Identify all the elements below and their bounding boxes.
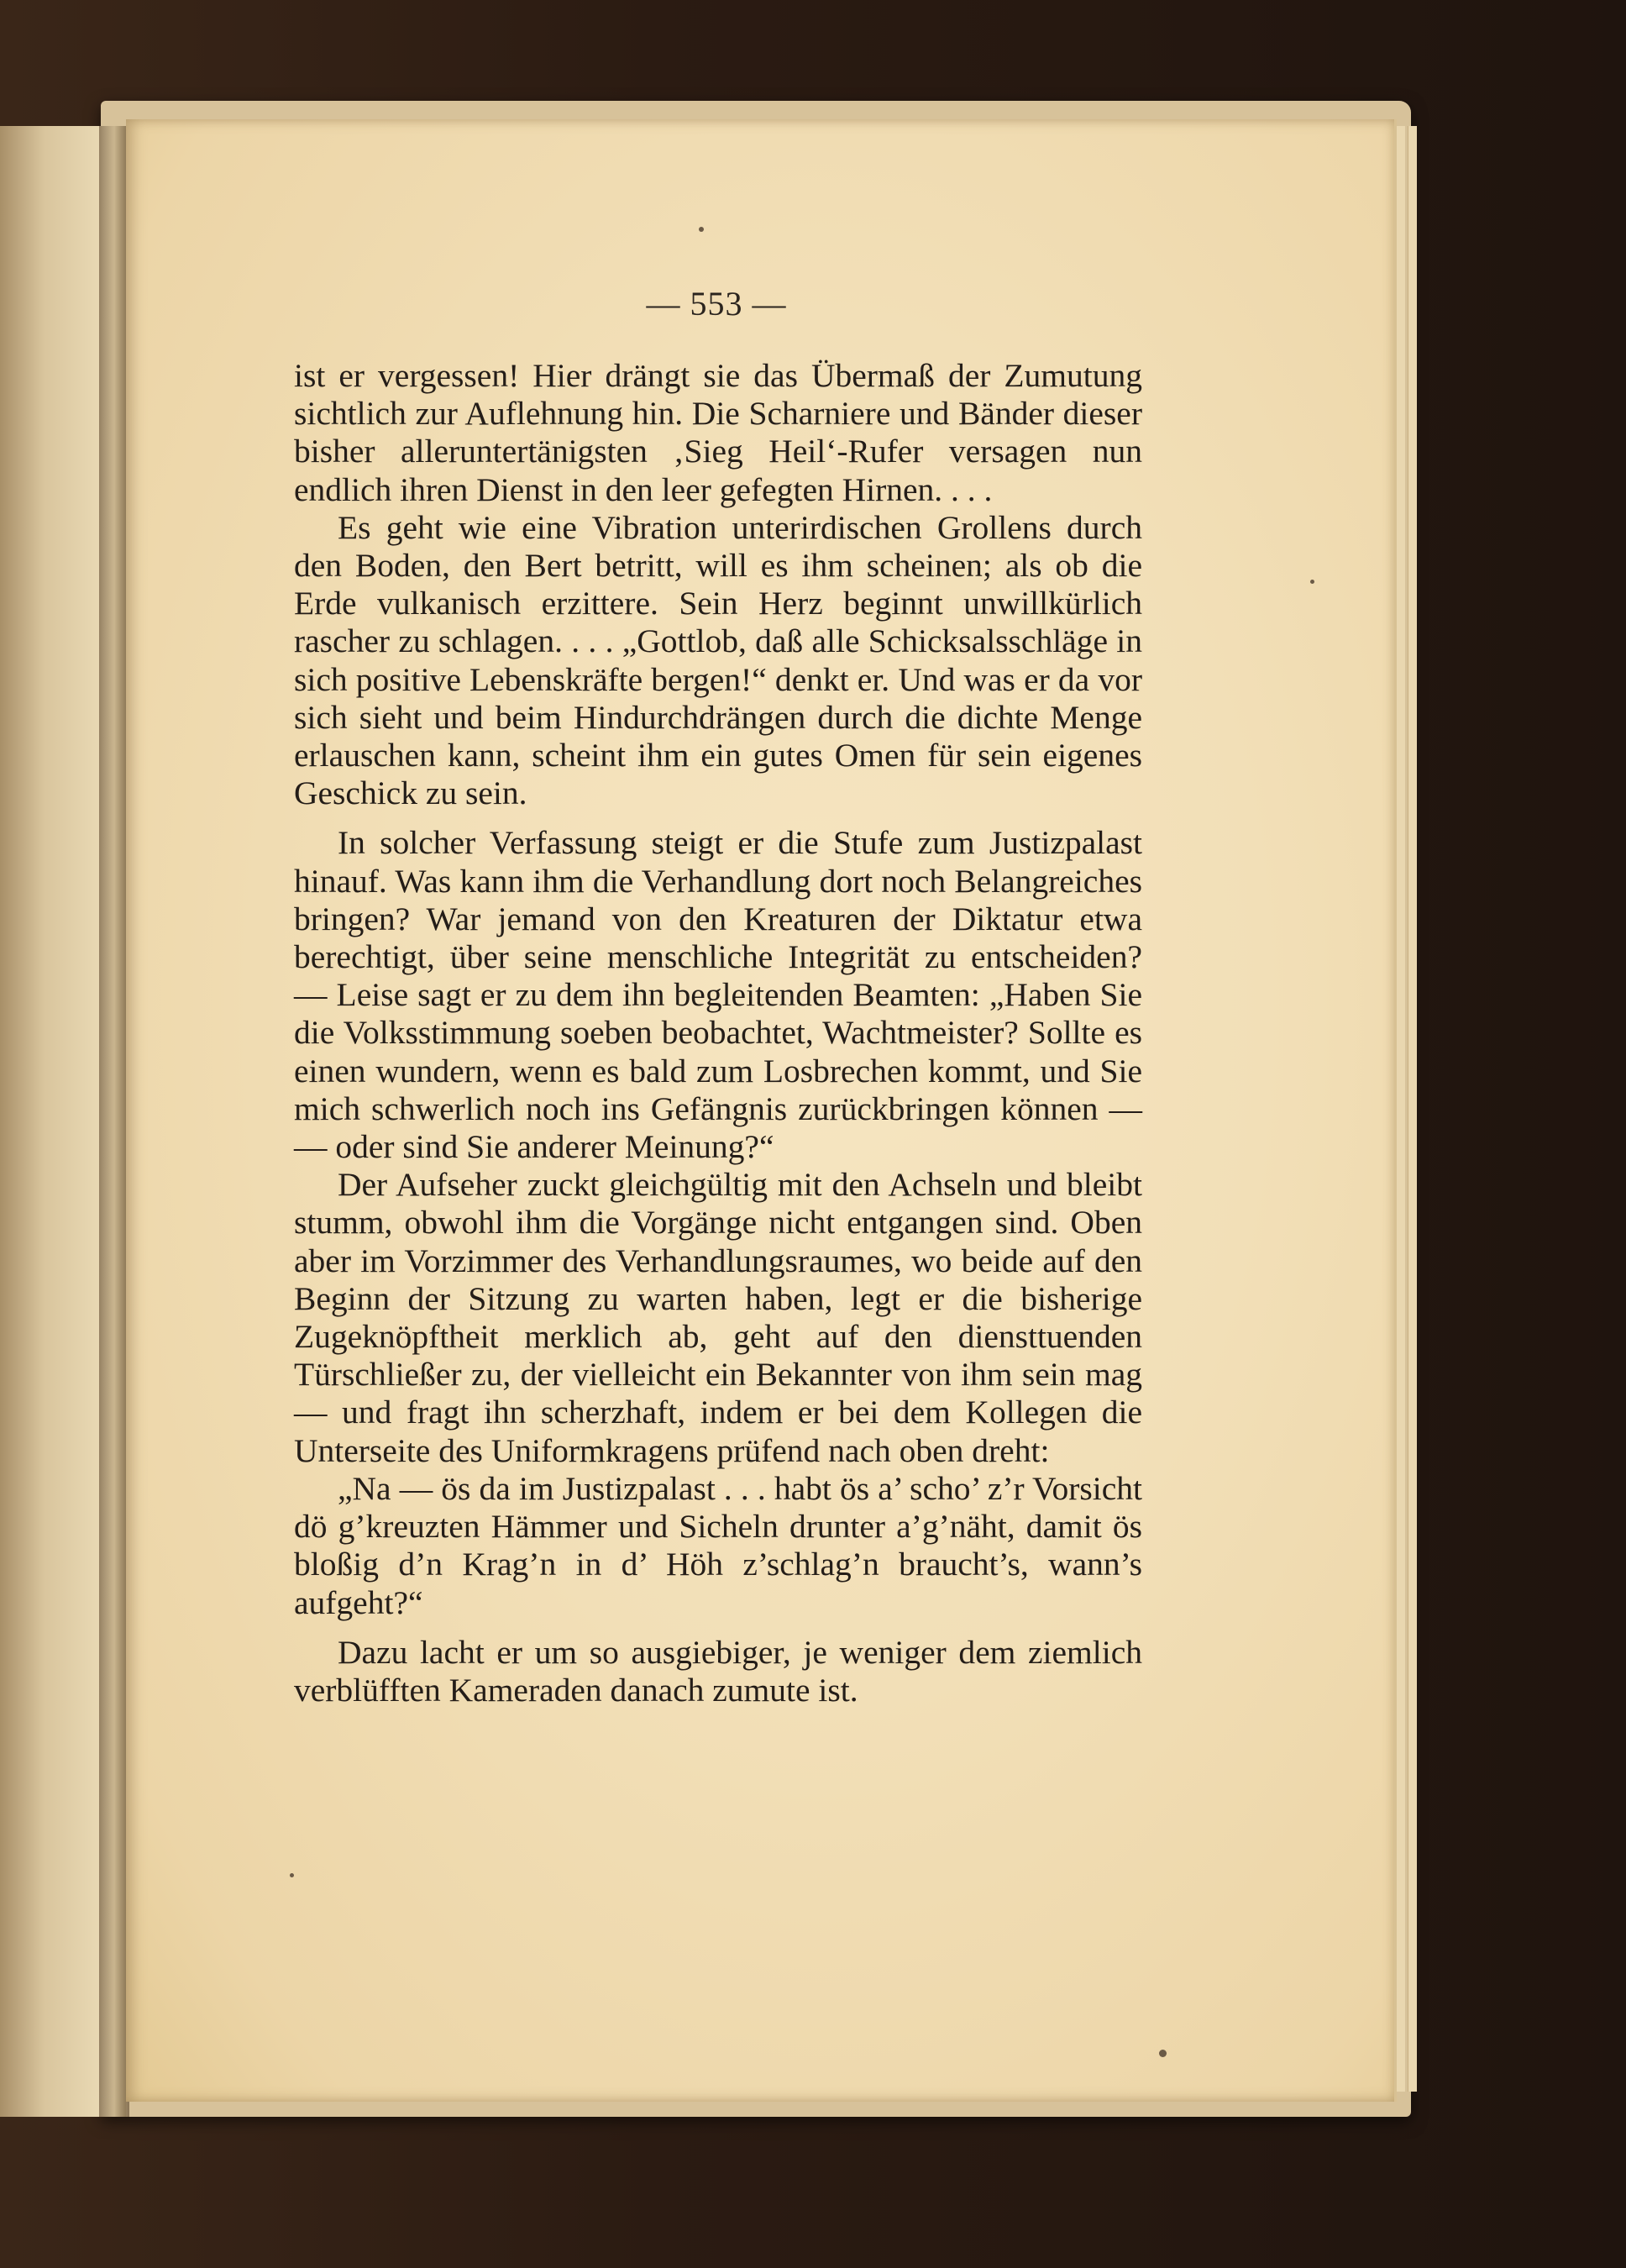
page-edge-strip (1408, 126, 1417, 2092)
paragraph: Es geht wie eine Vibration unterirdischen Grollens durch den Boden, den Bert betritt, will es ihm scheinen; als ob die Erde vulkanisch erzittere. Sein Herz beginnt unwillkürlich rascher zu schlagen. . . . „Gottlob, daß alle Schicksalsschläge in sich positive Lebenskräfte bergen!“ denkt er. Und was er da vor sich sieht und beim Hindurchdrängen durch die dichte Menge erlauschen kann, scheint ihm ein gutes Omen für sein eigenes Geschick zu sein. (294, 508, 1142, 812)
body-text (294, 357, 1142, 1709)
page-number: — 553 — (646, 285, 787, 323)
paragraph: In solcher Verfassung steigt er die Stufe zum Justizpalast hinauf. Was kann ihm die Verhandlung dort noch Belangreiches bringen? War jemand von den Kreaturen der Diktatur etwa berechtigt, über seine menschliche Integrität zu entscheiden? — Leise sagt er zu dem ihn begleitenden Beamten: „Haben Sie die Volksstimmung soeben beobachtet, Wachtmeister? Sollte es einen wundern, wenn es bald zum Losbrechen kommt, und Sie mich schwerlich noch ins Gefängnis zurückbringen können — — oder sind Sie anderer Meinung?“ (294, 824, 1142, 1166)
paper-speck (1159, 2050, 1167, 2057)
paper-speck (699, 227, 704, 232)
paragraph: Dazu lacht er um so ausgiebiger, je weniger dem ziemlich verblüfften Kameraden danach zumute ist. (294, 1633, 1142, 1709)
paragraph: ist er vergessen! Hier drängt sie das Übermaß der Zumutung sichtlich zur Auflehnung hin. Die Scharniere und Bänder dieser bisher alleruntertänigsten ‚Sieg Heil‘-Rufer versagen nun endlich ihren Dienst in den leer gefegten Hirnen. . . . (294, 357, 1142, 508)
page-edge-strip (1396, 126, 1405, 2092)
paper-speck (290, 1873, 294, 1877)
paragraph: Der Aufseher zuckt gleichgültig mit den Achseln und bleibt stumm, obwohl ihm die Vorgänge nicht entgangen sind. Oben aber im Vorzimmer des Verhandlungsraumes, wo beide auf den Beginn der Sitzung zu warten haben, legt er die bisherige Zugeknöpftheit merklich ab, geht auf den diensttuenden Türschließer zu, der vielleicht ein Bekannter von ihm sein mag — und fragt ihn scherzhaft, indem er bei dem Kollegen die Unterseite des Uniformkragens prüfend nach oben dreht: (294, 1166, 1142, 1469)
book-gutter (99, 126, 129, 2117)
paragraph: „Na — ös da im Justizpalast . . . habt ös a’ scho’ z’r Vorsicht dö g’kreuzten Hämmer und Sicheln drunter a’g’näht, damit ös bloßig d’n Krag’n in d’ Höh z’schlag’n braucht’s, wann’s aufgeht?“ (294, 1469, 1142, 1621)
paper-speck (1310, 580, 1314, 584)
